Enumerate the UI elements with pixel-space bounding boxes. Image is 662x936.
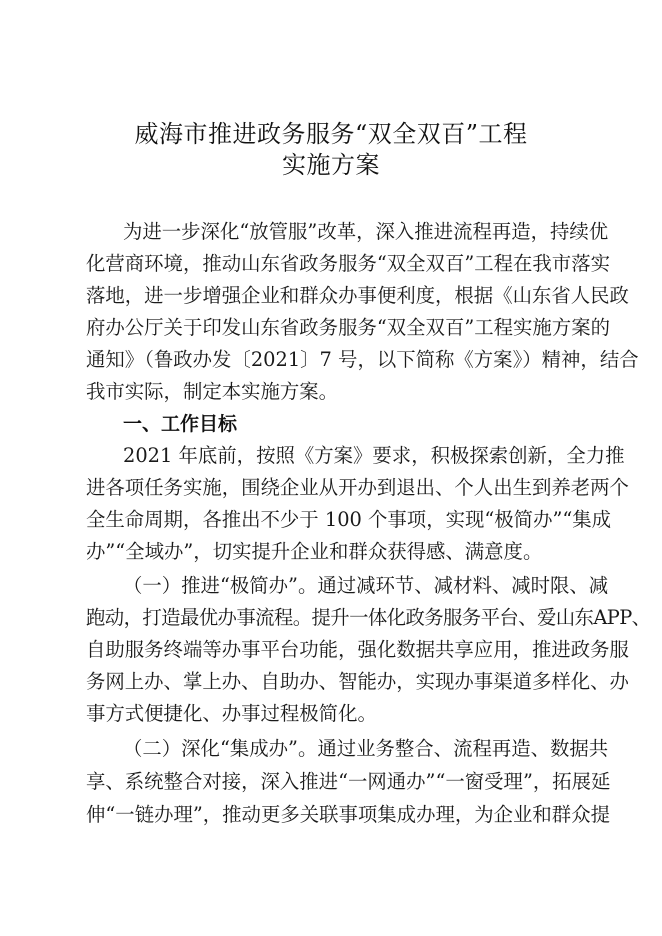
text-line: 府办公厅关于印发山东省政务服务“双全双百”工程实施方案的: [86, 316, 610, 339]
text-line: （一）推进“极简办”。通过减环节、减材料、减时限、减: [123, 574, 609, 597]
document-title-line-1: 威海市推进政务服务“双全双百”工程: [134, 120, 528, 148]
text-line: 务网上办、掌上办、自助办、智能办，实现办事渠道多样化、办: [86, 670, 629, 693]
text-line: 落地，进一步增强企业和群众办事便利度，根据《山东省人民政: [86, 284, 629, 307]
text-line: 化营商环境，推动山东省政务服务“双全双百”工程在我市落实: [86, 252, 610, 275]
text-line: 2021 年底前，按照《方案》要求，积极探索创新，全力推: [123, 444, 625, 467]
text-line: 为进一步深化“放管服”改革，深入推进流程再造，持续优: [123, 220, 609, 243]
text-line: 享、系统整合对接，深入推进“一网通办”“一窗受理”，拓展延: [86, 770, 611, 793]
text-line: 跑动，打造最优办事流程。提升一体化政务服务平台、爱山东APP、: [86, 606, 651, 629]
document-title-line-2: 实施方案: [282, 151, 380, 179]
text-line: 伸“一链办理”，推动更多关联事项集成办理，为企业和群众提: [86, 803, 610, 826]
section-heading-work-goals: 一、工作目标: [123, 413, 238, 435]
text-line: 自助服务终端等办事平台功能，强化数据共享应用，推进政务服: [86, 638, 629, 661]
text-line: 进各项任务实施，围绕企业从开办到退出、个人出生到养老两个: [86, 476, 629, 499]
text-line: （二）深化“集成办”。通过业务整合、流程再造、数据共: [123, 737, 609, 760]
text-line: 办”“全域办”，切实提升企业和群众获得感、满意度。: [86, 540, 543, 563]
text-line: 我市实际，制定本实施方案。: [86, 380, 339, 403]
text-line: 事方式便捷化、办事过程极简化。: [86, 702, 377, 725]
text-line: 通知》（鲁政办发〔2021〕7 号，以下简称《方案》）精神，结合: [86, 348, 639, 371]
text-line: 全生命周期，各推出不少于 100 个事项，实现“极简办”“集成: [86, 508, 612, 531]
